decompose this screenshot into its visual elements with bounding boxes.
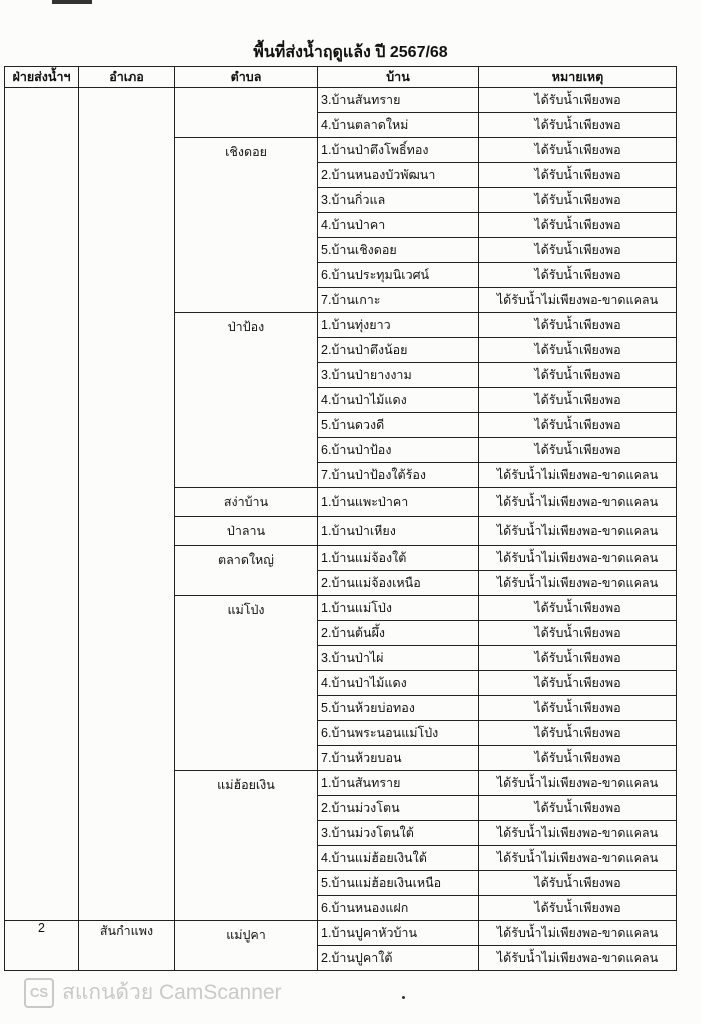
- cell-village: 6.บ้านหนองแฝก: [318, 896, 479, 921]
- page-title: พื้นที่ส่งน้ำฤดูแล้ง ปี 2567/68: [253, 44, 448, 61]
- cell-note: ได้รับน้ำไม่เพียงพอ-ขาดแคลน: [479, 846, 677, 871]
- cell-note: ได้รับน้ำเพียงพอ: [479, 213, 677, 238]
- cell-note: ได้รับน้ำเพียงพอ: [479, 363, 677, 388]
- cell-village: 3.บ้านสันทราย: [318, 88, 479, 113]
- camscanner-logo-icon: CS: [24, 978, 54, 1008]
- cell-village: 3.บ้านม่วงโตนใต้: [318, 821, 479, 846]
- cell-note: ได้รับน้ำไม่เพียงพอ-ขาดแคลน: [479, 821, 677, 846]
- cell-note: ได้รับน้ำเพียงพอ: [479, 338, 677, 363]
- cell-village: 2.บ้านป่าตึงน้อย: [318, 338, 479, 363]
- cell-note: ได้รับน้ำไม่เพียงพอ-ขาดแคลน: [479, 517, 677, 546]
- cell-village: 3.บ้านกิ่วแล: [318, 188, 479, 213]
- cell-note: ได้รับน้ำเพียงพอ: [479, 621, 677, 646]
- cell-note: ได้รับน้ำเพียงพอ: [479, 596, 677, 621]
- camscanner-watermark: [24, 976, 282, 1009]
- cell-village: 4.บ้านแม่ฮ้อยเงินใต้: [318, 846, 479, 871]
- cell-note: ได้รับน้ำไม่เพียงพอ-ขาดแคลน: [479, 571, 677, 596]
- cell-note: ได้รับน้ำเพียงพอ: [479, 696, 677, 721]
- cell-note: ได้รับน้ำไม่เพียงพอ-ขาดแคลน: [479, 921, 677, 946]
- cell-village: 4.บ้านป่าคา: [318, 213, 479, 238]
- cell-village: 1.บ้านแพะป่าคา: [318, 488, 479, 517]
- table-row: [5, 88, 677, 113]
- cell-village: 1.บ้านแม่โป่ง: [318, 596, 479, 621]
- cell-village: 6.บ้านพระนอนแม่โป่ง: [318, 721, 479, 746]
- table-body: [5, 88, 677, 971]
- cell-village: 3.บ้านป่ายางงาม: [318, 363, 479, 388]
- cell-note: ได้รับน้ำเพียงพอ: [479, 796, 677, 821]
- cell-subdistrict: ป่าป้อง: [175, 313, 318, 488]
- cell-village: 1.บ้านป่าตึงโพธิ์ทอง: [318, 138, 479, 163]
- cell-subdistrict: ตลาดใหญ่: [175, 546, 318, 596]
- cell-note: ได้รับน้ำเพียงพอ: [479, 388, 677, 413]
- cell-note: ได้รับน้ำเพียงพอ: [479, 313, 677, 338]
- cell-note: ได้รับน้ำเพียงพอ: [479, 746, 677, 771]
- header-subdistrict: ตำบล: [175, 67, 318, 88]
- cell-subdistrict: สง่าบ้าน: [175, 488, 318, 517]
- cell-note: ได้รับน้ำเพียงพอ: [479, 138, 677, 163]
- cell-village: 6.บ้านประทุมนิเวศน์: [318, 263, 479, 288]
- cell-note: ได้รับน้ำเพียงพอ: [479, 113, 677, 138]
- cell-note: ได้รับน้ำไม่เพียงพอ-ขาดแคลน: [479, 488, 677, 517]
- cell-subdistrict: แม่โป่ง: [175, 596, 318, 771]
- cell-subdistrict: แม่ฮ้อยเงิน: [175, 771, 318, 921]
- scan-mark: [52, 0, 92, 4]
- cell-village: 6.บ้านป่าป้อง: [318, 438, 479, 463]
- cell-note: ได้รับน้ำไม่เพียงพอ-ขาดแคลน: [479, 463, 677, 488]
- cell-village: 2.บ้านปูคาใต้: [318, 946, 479, 971]
- cell-village: 1.บ้านทุ่งยาว: [318, 313, 479, 338]
- cell-note: ได้รับน้ำเพียงพอ: [479, 163, 677, 188]
- cell-note: ได้รับน้ำเพียงพอ: [479, 871, 677, 896]
- cell-village: 7.บ้านป่าป้องใต้ร้อง: [318, 463, 479, 488]
- cell-village: 7.บ้านเกาะ: [318, 288, 479, 313]
- header-division: ฝ่ายส่งน้ำฯ: [5, 67, 79, 88]
- cell-note: ได้รับน้ำไม่เพียงพอ-ขาดแคลน: [479, 288, 677, 313]
- cell-village: 5.บ้านดวงดี: [318, 413, 479, 438]
- cell-note: ได้รับน้ำเพียงพอ: [479, 88, 677, 113]
- water-area-table: [4, 66, 677, 971]
- cell-division: [5, 88, 79, 921]
- cell-village: 4.บ้านป่าไม้แดง: [318, 388, 479, 413]
- cell-note: ได้รับน้ำเพียงพอ: [479, 238, 677, 263]
- cell-village: 2.บ้านต้นผึ้ง: [318, 621, 479, 646]
- cell-village: 1.บ้านแม่จ้องใต้: [318, 546, 479, 571]
- cell-village: 1.บ้านปูคาหัวบ้าน: [318, 921, 479, 946]
- cell-note: ได้รับน้ำเพียงพอ: [479, 896, 677, 921]
- cell-district: [79, 88, 175, 921]
- cell-subdistrict: แม่ปูคา: [175, 921, 318, 971]
- cell-district: สันกำแพง: [79, 921, 175, 971]
- cell-village: 3.บ้านป่าไผ่: [318, 646, 479, 671]
- cell-note: ได้รับน้ำไม่เพียงพอ-ขาดแคลน: [479, 946, 677, 971]
- cell-village: 2.บ้านม่วงโตน: [318, 796, 479, 821]
- cell-subdistrict: ป่าลาน: [175, 517, 318, 546]
- cell-note: ได้รับน้ำเพียงพอ: [479, 438, 677, 463]
- cell-village: 5.บ้านเชิงดอย: [318, 238, 479, 263]
- cell-subdistrict: เชิงดอย: [175, 138, 318, 313]
- cell-subdistrict: [175, 88, 318, 138]
- header-note: หมายเหตุ: [479, 67, 677, 88]
- cell-village: 7.บ้านห้วยบอน: [318, 746, 479, 771]
- cell-note: ได้รับน้ำเพียงพอ: [479, 413, 677, 438]
- cell-note: ได้รับน้ำไม่เพียงพอ-ขาดแคลน: [479, 771, 677, 796]
- cell-village: 5.บ้านแม่ฮ้อยเงินเหนือ: [318, 871, 479, 896]
- watermark-text: สแกนด้วย CamScanner: [62, 981, 282, 1004]
- table-header-row: [5, 67, 677, 88]
- cell-village: 2.บ้านหนองบัวพัฒนา: [318, 163, 479, 188]
- cell-village: 4.บ้านป่าไม้แดง: [318, 671, 479, 696]
- table-row: [5, 921, 677, 946]
- cell-village: 5.บ้านห้วยบ่อทอง: [318, 696, 479, 721]
- header-village: บ้าน: [318, 67, 479, 88]
- cell-village: 1.บ้านสันทราย: [318, 771, 479, 796]
- cell-note: ได้รับน้ำเพียงพอ: [479, 188, 677, 213]
- cell-village: 4.บ้านตลาดใหม่: [318, 113, 479, 138]
- cell-village: 1.บ้านป่าเหียง: [318, 517, 479, 546]
- cell-village: 2.บ้านแม่จ้องเหนือ: [318, 571, 479, 596]
- cell-note: ได้รับน้ำเพียงพอ: [479, 646, 677, 671]
- cell-note: ได้รับน้ำเพียงพอ: [479, 263, 677, 288]
- header-district: อำเภอ: [79, 67, 175, 88]
- cell-division: 2: [5, 921, 79, 971]
- scan-dot: [402, 996, 405, 999]
- cell-note: ได้รับน้ำเพียงพอ: [479, 721, 677, 746]
- cell-note: ได้รับน้ำไม่เพียงพอ-ขาดแคลน: [479, 546, 677, 571]
- cell-note: ได้รับน้ำเพียงพอ: [479, 671, 677, 696]
